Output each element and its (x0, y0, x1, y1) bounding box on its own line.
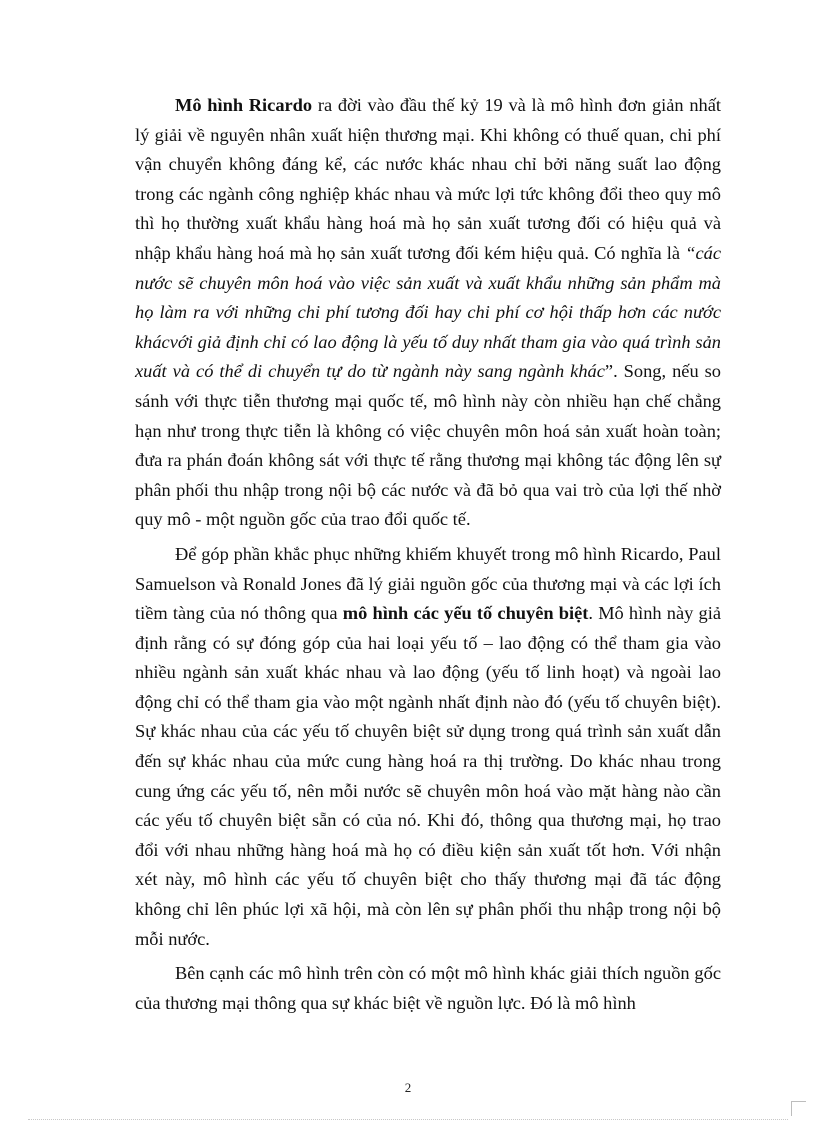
paragraph-text: . Mô hình này giả định rằng có sự đóng góp của hai loại yếu tố – lao động có thể tham gia vào nhiều ngành sản xuất khác nhau và lao động (yếu tố linh hoạt) và ngoài lao động chỉ có thể tham gia vào một ngành nhất định nào đó (yếu tố chuyên biệt). Sự khác nhau của các yếu tố chuyên biệt sử dụng trong quá trình sản xuất dẫn đến sự khác nhau của mức cung hàng hoá ra thị trường. Do khác nhau trong cung ứng các yếu tố, nên mỗi nước sẽ chuyên môn hoá vào mặt hàng nào cần các yếu tố chuyên biệt sẵn có của nó. Khi đó, thông qua thương mại, họ trao đổi với nhau những hàng hoá mà họ có điều kiện sản xuất tốt hơn. Với nhận xét này, mô hình các yếu tố chuyên biệt cho thấy thương mại đã tác động không chỉ lên phúc lợi xã hội, mà còn lên sự phân phối thu nhập trong nội bộ mỗi nước. (135, 603, 721, 949)
paragraph-specific-factors-model (135, 540, 721, 954)
paragraph-text: ra đời vào đầu thế kỷ 19 và là mô hình đơn giản nhất lý giải về nguyên nhân xuất hiện thương mại. Khi không có thuế quan, chi phí vận chuyển không đáng kể, các nước khác nhau chỉ bởi năng suất lao động trong các ngành công nghiệp khác nhau và mức lợi tức không đổi theo quy mô thì họ thường xuất khẩu hàng hoá mà họ sản xuất tương đối có hiệu quả và nhập khẩu hàng hoá mà họ sản xuất tương đối kém hiệu quả. Có nghĩa là (135, 95, 721, 263)
paragraph-text: Bên cạnh các mô hình trên còn có một mô hình khác giải thích nguồn gốc của thương mại thông qua sự khác biệt về nguồn lực. Đó là mô hình (135, 963, 721, 1013)
italic-quote: “các nước sẽ chuyên môn hoá vào việc sản xuất và xuất khẩu những sản phẩm mà họ làm ra với những chi phí tương đối hay chi phí cơ hội thấp hơn các nước khácvới giả định chỉ có lao động là yếu tố duy nhất tham gia vào quá trình sản xuất và có thể di chuyển tự do từ ngành này sang ngành khác (135, 242, 721, 382)
bold-term-ricardo: Mô hình Ricardo (175, 95, 313, 115)
bold-term-specific-factors: mô hình các yếu tố chuyên biệt (342, 603, 589, 624)
page-bottom-rule (28, 1119, 788, 1120)
document-body (135, 91, 721, 1023)
page-corner-mark (791, 1101, 806, 1116)
paragraph-text: Để góp phần khắc phục những khiếm khuyết trong mô hình Ricardo, Paul Samuelson và Ronald Jones đã lý giải nguồn gốc của thương mại và các lợi ích tiềm tàng của nó thông qua (135, 543, 721, 624)
page-number: 2 (404, 1080, 412, 1095)
paragraph-text: ”. Song, nếu so sánh với thực tiễn thương mại quốc tế, mô hình này còn nhiều hạn chế chẳng hạn như trong thực tiễn là không có việc chuyên môn hoá sản xuất hoàn toàn; đưa ra phán đoán không sát với thực tế rằng thương mại không tác động lên sự phân phối thu nhập trong nội bộ các nước và đã bỏ qua vai trò của lợi thế nhờ quy mô - một nguồn gốc của trao đổi quốc tế. (135, 361, 721, 530)
paragraph-ricardo-model (135, 91, 721, 535)
paragraph-resource-differences (135, 959, 721, 1018)
